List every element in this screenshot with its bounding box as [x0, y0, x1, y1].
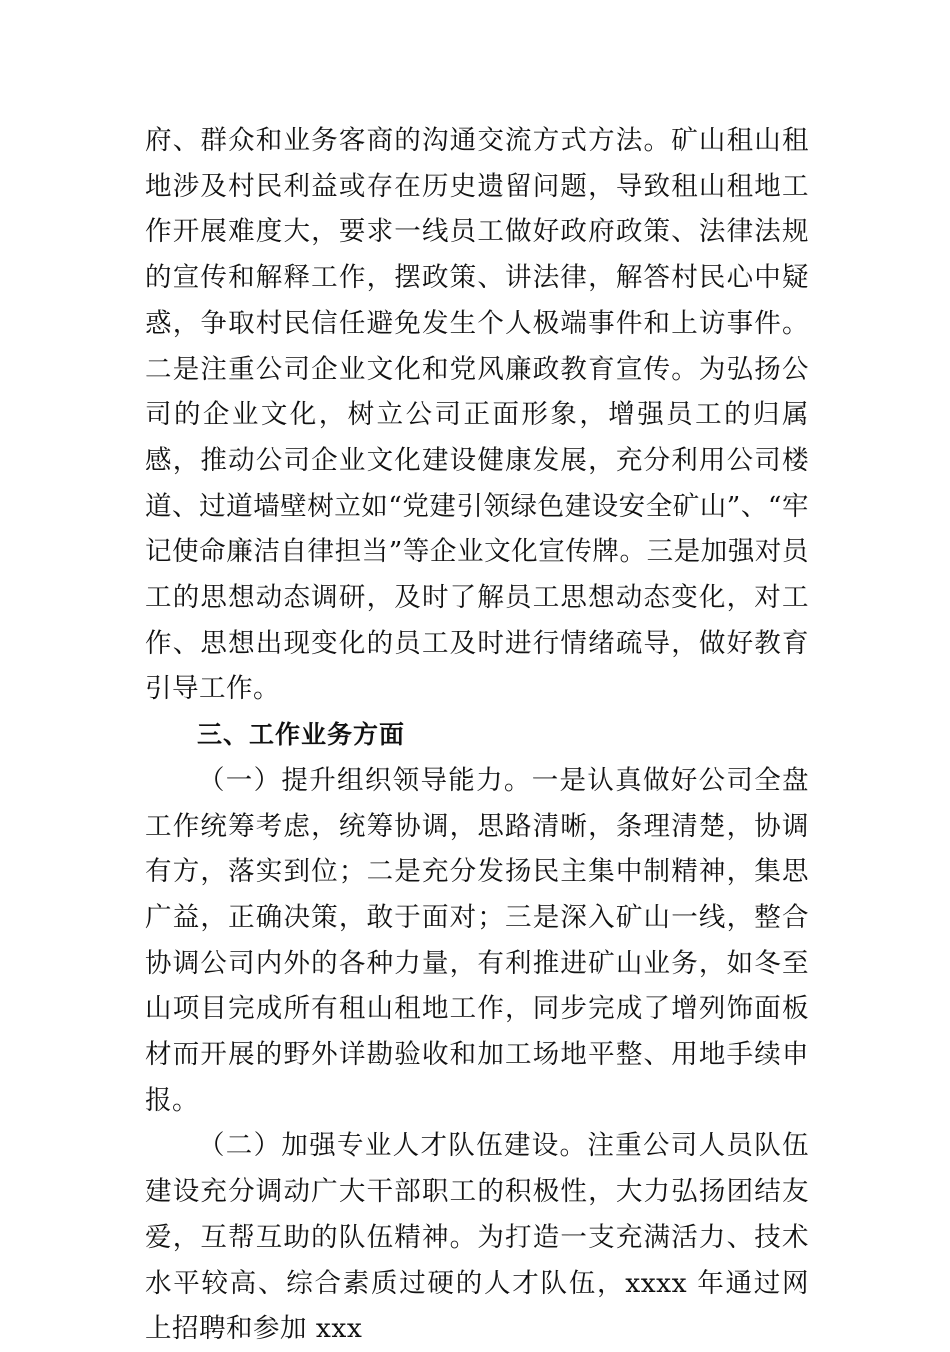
paragraph-continuation: 府、群众和业务客商的沟通交流方式方法。矿山租山租地涉及村民利益或存在历史遗留问题，导致租山租地工作开展难度大，要求一线员工做好政府政策、法律法规的宣传和解释工作，摆政策、讲法律，解答村民心中疑惑，争取村民信任避免发生个人极端事件和上访事件。二是注重公司企业文化和党风廉政教育宣传。为弘扬公司的企业文化，树立公司正面形象，增强员工的归属感，推动公司企业文化建设健康发展，充分利用公司楼道、过道墙壁树立如“党建引领绿色建设安全矿山”、“牢记使命廉洁自律担当”等企业文化宣传牌。三是加强对员工的思想动态调研，及时了解员工思想动态变化，对工作、思想出现变化的员工及时进行情绪疏导，做好教育引导工作。 — [145, 125, 809, 705]
paragraph-talent-team: （二）加强专业人才队伍建设。注重公司人员队伍建设充分调动广大干部职工的积极性，大力弘扬团结友爱，互帮互助的队伍精神。为打造一支充满活力、技术水平较高、综合素质过硬的人才队伍，xxxx 年通过网上招聘和参加 xxx — [145, 1130, 809, 1345]
paragraph-leadership: （一）提升组织领导能力。一是认真做好公司全盘工作统筹考虑，统筹协调，思路清晰，条理清楚，协调有方，落实到位；二是充分发扬民主集中制精神，集思广益，正确决策，敢于面对；三是深入矿山一线，整合协调公司内外的各种力量，有利推进矿山业务，如冬至山项目完成所有租山租地工作，同步完成了增列饰面板材而开展的野外详勘验收和加工场地平整、用地手续申报。 — [145, 764, 809, 1116]
document-body — [145, 118, 809, 1352]
section-heading-work-business: 三、工作业务方面 — [197, 720, 406, 750]
